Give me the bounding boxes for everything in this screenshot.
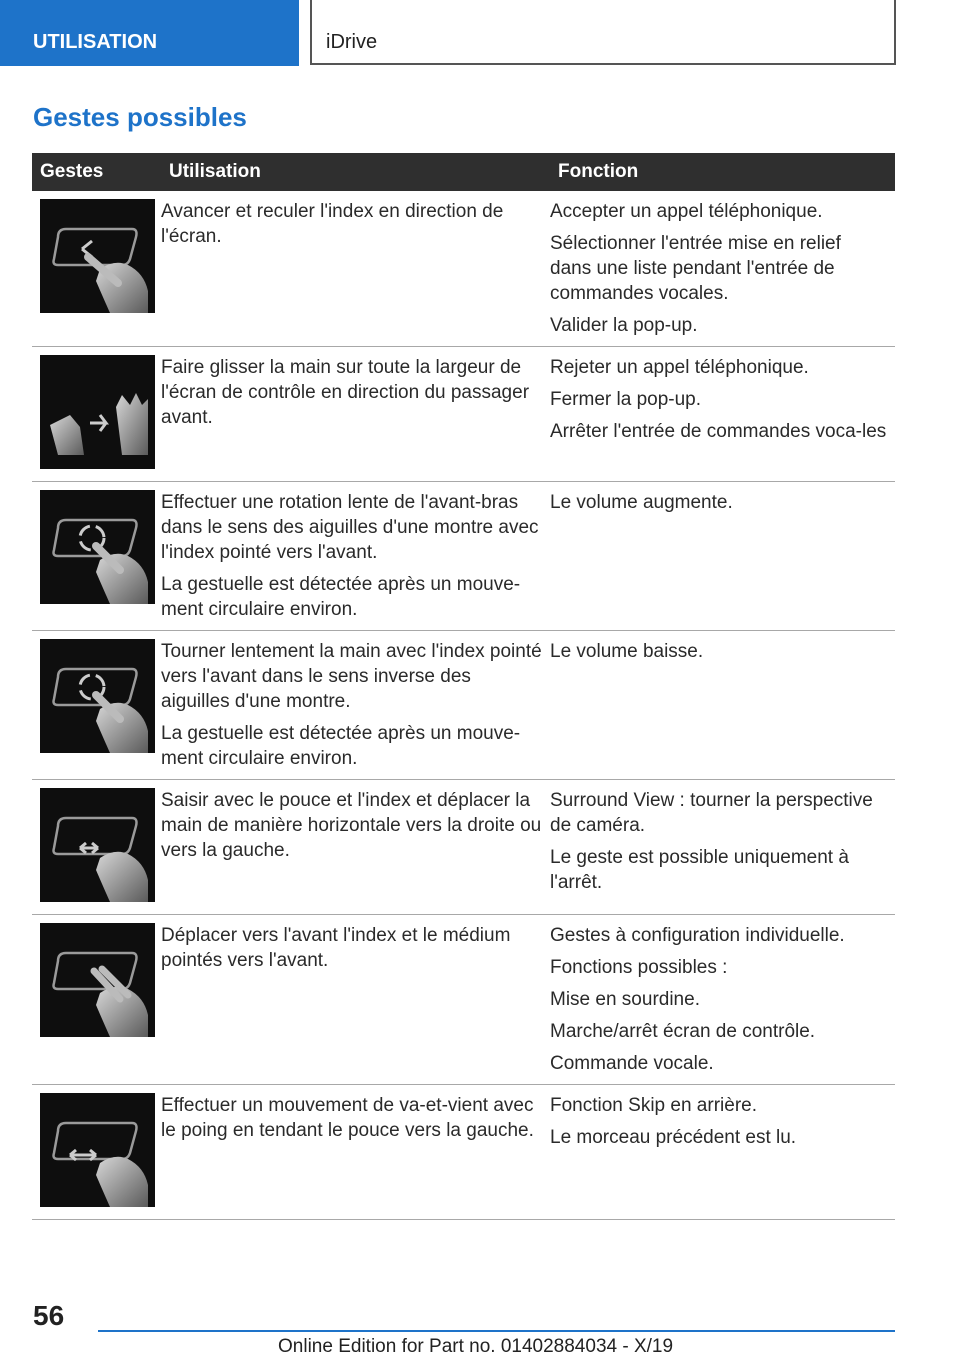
footer-divider [98, 1330, 895, 1332]
table-row [32, 631, 895, 780]
column-header-fonction: Fonction [550, 153, 895, 191]
fonction-cell [550, 1085, 895, 1220]
table-header-row [32, 153, 895, 191]
fonction-text: Accepter un appel téléphonique. [550, 201, 823, 222]
fonction-text: Mise en sourdine. [550, 989, 700, 1010]
utilisation-cell [161, 191, 550, 347]
fonction-text: Le geste est possible uniquement à l'arrêt. [550, 847, 849, 893]
utilisation-text: Effectuer une rotation lente de l'avant-bras dans le sens des aiguilles d'une montre avec l'index pointé vers l'avant. [161, 492, 539, 563]
fonction-text: Le volume augmente. [550, 492, 733, 513]
column-header-gestes: Gestes [32, 153, 161, 191]
table-row [32, 1085, 895, 1220]
fonction-cell [550, 347, 895, 482]
column-header-utilisation: Utilisation [161, 153, 550, 191]
topic-tab: iDrive [310, 0, 896, 65]
fonction-cell [550, 482, 895, 631]
gesture-cell [32, 915, 161, 1085]
utilisation-cell [161, 347, 550, 482]
fonction-text: Sélectionner l'entrée mise en relief dans une liste pendant l'entrée de commandes vocales. [550, 233, 841, 304]
footer-edition: Online Edition for Part no. 01402884034 - X/19 [278, 1336, 674, 1357]
fonction-text: Fonction Skip en arrière. [550, 1095, 757, 1116]
utilisation-text: Tourner lentement la main avec l'index pointé vers l'avant dans le sens inverse des aiguilles d'une montre. [161, 641, 542, 712]
table-row [32, 191, 895, 347]
fonction-text: Commande vocale. [550, 1053, 714, 1074]
gesture-cell [32, 347, 161, 482]
table-row [32, 780, 895, 915]
rotate-clockwise-gesture-icon [40, 490, 155, 604]
utilisation-text: La gestuelle est détectée après un mouve-ment circulaire environ. [161, 723, 521, 769]
fonction-text: Arrêter l'entrée de commandes voca-les [550, 421, 887, 442]
utilisation-text: Saisir avec le pouce et l'index et déplacer la main de manière horizontale vers la droite ou vers la gauche. [161, 790, 542, 861]
fist-thumb-swipe-gesture-icon [40, 1093, 155, 1207]
utilisation-text: Effectuer un mouvement de va-et-vient avec le poing en tendant le pouce vers la gauche. [161, 1095, 534, 1141]
fonction-text: Surround View : tourner la perspective de caméra. [550, 790, 873, 836]
fonction-cell [550, 631, 895, 780]
fonction-text: Marche/arrêt écran de contrôle. [550, 1021, 816, 1042]
two-finger-point-gesture-icon [40, 923, 155, 1037]
section-tab: UTILISATION [0, 0, 299, 66]
table-row [32, 915, 895, 1085]
fonction-text: Valider la pop-up. [550, 315, 698, 336]
utilisation-cell [161, 482, 550, 631]
fonction-text: Le volume baisse. [550, 641, 704, 662]
fonction-text: Le morceau précédent est lu. [550, 1127, 797, 1148]
header-bar [0, 0, 960, 66]
gesture-cell [32, 191, 161, 347]
table-row [32, 482, 895, 631]
grab-move-gesture-icon [40, 788, 155, 902]
point-forward-gesture-icon [40, 199, 155, 313]
swipe-hand-gesture-icon [40, 355, 155, 469]
fonction-cell [550, 191, 895, 347]
table-row [32, 347, 895, 482]
gesture-cell [32, 1085, 161, 1220]
utilisation-text: Déplacer vers l'avant l'index et le médium pointés vers l'avant. [161, 925, 511, 971]
fonction-text: Fermer la pop-up. [550, 389, 702, 410]
utilisation-text: Faire glisser la main sur toute la largeur de l'écran de contrôle en direction du passager avant. [161, 357, 530, 428]
utilisation-text: Avancer et reculer l'index en direction de l'écran. [161, 201, 504, 247]
utilisation-cell [161, 780, 550, 915]
fonction-text: Fonctions possibles : [550, 957, 728, 978]
gesture-cell [32, 631, 161, 780]
gesture-cell [32, 780, 161, 915]
fonction-text: Gestes à configuration individuelle. [550, 925, 845, 946]
gestures-table [32, 153, 895, 1220]
page-title: Gestes possibles [33, 102, 247, 132]
page-number: 56 [33, 1300, 65, 1331]
rotate-counterclockwise-gesture-icon [40, 639, 155, 753]
fonction-text: Rejeter un appel téléphonique. [550, 357, 809, 378]
fonction-cell [550, 780, 895, 915]
fonction-cell [550, 915, 895, 1085]
utilisation-text: La gestuelle est détectée après un mouve-ment circulaire environ. [161, 574, 521, 620]
utilisation-cell [161, 1085, 550, 1220]
utilisation-cell [161, 631, 550, 780]
utilisation-cell [161, 915, 550, 1085]
gesture-cell [32, 482, 161, 631]
